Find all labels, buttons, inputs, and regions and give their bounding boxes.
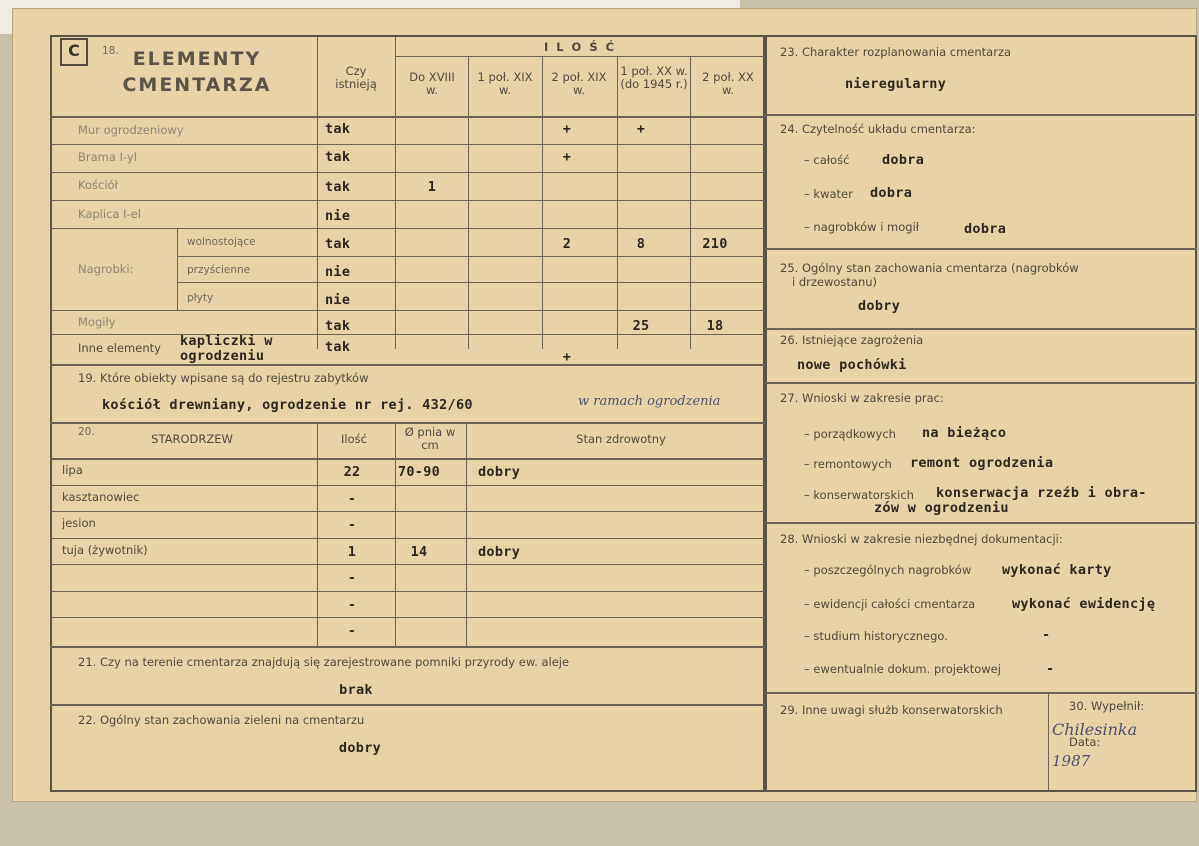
s21-label: 21. Czy na terenie cmentarza znajdują się zarejestrowane pomniki przyrody ew. aleje — [78, 655, 570, 669]
ilosc-header: I L O Ś Ć — [543, 40, 617, 54]
corner-letter-box: C — [60, 38, 88, 66]
s28-item-3-label: – studium historycznego. — [804, 629, 948, 643]
tree-cell-diameter: 14 — [410, 544, 428, 560]
row-label-other: Inne elementy — [78, 341, 161, 355]
element-cell-c5: 210 — [702, 236, 728, 252]
tree-cell-count: 1 — [347, 544, 357, 560]
elements-title-line2: CMENTARZA — [122, 74, 272, 96]
element-cell-c1: 1 — [427, 179, 437, 195]
s25-value: dobry — [858, 298, 901, 314]
s28-item-4-value: - — [1046, 661, 1055, 677]
row-label-wall: Mur ogrodzeniowy — [78, 123, 184, 137]
s24-item-1-label: – całość — [804, 153, 850, 167]
s23-value: nieregularny — [845, 76, 947, 92]
s24-item-2-label: – kwater — [804, 187, 853, 201]
elements-title-line1: ELEMENTY — [132, 48, 262, 70]
s27-item-1-label: – porządkowych — [804, 427, 896, 441]
other-elements-value-2: ogrodzeniu — [180, 348, 265, 364]
row-label-chapel: Kaplica I-el — [78, 207, 141, 221]
tree-cell-condition: dobry — [478, 464, 521, 480]
s24-item-2-value: dobra — [870, 185, 913, 201]
s27-item-3-value-cont: zów w ogrodzeniu — [874, 500, 1009, 516]
s22-value: dobry — [338, 740, 382, 756]
element-cell-exists: tak — [325, 121, 351, 137]
s24-label: 24. Czytelność układu cmentarza: — [780, 122, 976, 136]
s26-value: nowe pochówki — [797, 357, 907, 373]
s20-header-count: Ilość — [341, 432, 367, 446]
col-exists-header: Czy istnieją — [335, 64, 377, 91]
s23-label: 23. Charakter rozplanowania cmentarza — [780, 45, 1012, 59]
period-header-1: Do XVIII w. — [409, 70, 455, 97]
s25-label-1: 25. Ogólny stan zachowania cmentarza (nagrobków — [780, 261, 1079, 275]
tree-cell-count: - — [347, 491, 357, 507]
s30-date: 1987 — [1052, 752, 1091, 770]
s19-value: kościół drewniany, ogrodzenie nr rej. 432/60 — [102, 397, 473, 413]
s27-item-2-label: – remontowych — [804, 457, 892, 471]
s28-item-2-value: wykonać ewidencję — [1012, 596, 1156, 612]
s24-item-1-value: dobra — [882, 152, 925, 168]
element-cell-exists: tak — [325, 236, 351, 252]
tree-cell-count: - — [347, 597, 357, 613]
element-cell-exists: nie — [325, 208, 351, 224]
s20-header-diameter: Ø pnia w cm — [404, 425, 456, 452]
element-cell-c4: 8 — [636, 236, 646, 252]
element-cell-c4: + — [636, 121, 646, 137]
row-label-graves: Mogiły — [78, 315, 116, 329]
s27-item-2-value: remont ogrodzenia — [910, 455, 1054, 471]
period-header-5: 2 poł. XX w. — [702, 70, 754, 97]
s28-label: 28. Wnioski w zakresie niezbędnej dokumentacji: — [780, 532, 1063, 546]
s21-value: brak — [339, 682, 373, 698]
row-label-slabs: płyty — [187, 292, 214, 304]
s25-label-2: i drzewostanu) — [792, 275, 878, 289]
other-elements-value-1: kapliczki w — [180, 333, 273, 349]
element-cell-exists: tak — [325, 339, 351, 355]
element-cell-c3: + — [562, 121, 572, 137]
tree-cell-count: 22 — [343, 464, 361, 480]
row-label-freestanding: wolnostojące — [187, 236, 256, 248]
s28-item-2-label: – ewidencji całości cmentarza — [804, 597, 976, 611]
s28-item-1-value: wykonać karty — [1002, 562, 1112, 578]
element-cell-exists: tak — [325, 149, 351, 165]
tree-cell-count: - — [347, 517, 357, 533]
s30-label: 30. Wypełnił: — [1069, 699, 1145, 713]
s27-item-3-value: konserwacja rzeźb i obra- — [936, 485, 1147, 501]
tree-cell-diameter: 70-90 — [397, 464, 441, 480]
tree-cell-name: kasztanowiec — [62, 490, 140, 504]
s29-label: 29. Inne uwagi służb konserwatorskich — [780, 703, 1003, 717]
s24-item-3-value: dobra — [964, 221, 1007, 237]
element-cell-exists: tak — [325, 318, 351, 334]
s28-item-4-label: – ewentualnie dokum. projektowej — [804, 662, 1001, 676]
tree-cell-name: tuja (żywotnik) — [62, 543, 148, 557]
period-header-4: 1 poł. XX w. (do 1945 r.) — [620, 64, 688, 91]
element-cell-c4: 25 — [632, 318, 650, 334]
period-header-3: 2 poł. XIX w. — [551, 70, 607, 97]
s22-label: 22. Ogólny stan zachowania zieleni na cmentarzu — [78, 713, 365, 727]
row-label-church: Kościół — [78, 178, 118, 192]
s27-item-3-label: – konserwatorskich — [804, 488, 914, 502]
s28-item-3-value: - — [1042, 627, 1051, 643]
element-cell-c3: + — [562, 349, 572, 365]
tree-cell-count: - — [347, 570, 357, 586]
element-cell-c3: + — [562, 149, 572, 165]
row-label-gate: Brama I-yl — [78, 150, 137, 164]
s19-handwritten: w ramach ogrodzenia — [578, 394, 721, 409]
s30-signature: Chilesinka — [1052, 720, 1138, 739]
left-top-panel — [50, 35, 765, 792]
section-18-number: 18. — [102, 45, 119, 57]
element-cell-c5: 18 — [706, 318, 724, 334]
tree-cell-count: - — [347, 623, 357, 639]
s20-number: 20. — [78, 426, 95, 438]
element-cell-exists: nie — [325, 292, 351, 308]
row-label-wall-mounted: przyścienne — [187, 264, 251, 276]
tree-cell-condition: dobry — [478, 544, 521, 560]
s30-date-label: Data: — [1069, 735, 1101, 749]
tree-cell-name: lipa — [62, 463, 83, 477]
nagrobki-label: Nagrobki: — [78, 262, 134, 276]
s26-label: 26. Istniejące zagrożenia — [780, 333, 924, 347]
s24-item-3-label: – nagrobków i mogił — [804, 220, 920, 234]
s27-item-1-value: na bieżąco — [922, 425, 1007, 441]
element-cell-exists: tak — [325, 179, 351, 195]
record-card — [12, 8, 1197, 802]
s28-item-1-label: – poszczególnych nagrobków — [804, 563, 972, 577]
s27-label: 27. Wnioski w zakresie prac: — [780, 391, 944, 405]
s20-header-condition: Stan zdrowotny — [576, 432, 666, 446]
element-cell-c3: 2 — [562, 236, 572, 252]
element-cell-exists: nie — [325, 264, 351, 280]
s20-header-name: STARODRZEW — [151, 432, 233, 446]
right-panel — [765, 35, 1197, 792]
period-header-2: 1 poł. XIX w. — [477, 70, 533, 97]
tree-cell-name: jesion — [62, 516, 96, 530]
s19-label: 19. Które obiekty wpisane są do rejestru zabytków — [78, 371, 369, 385]
